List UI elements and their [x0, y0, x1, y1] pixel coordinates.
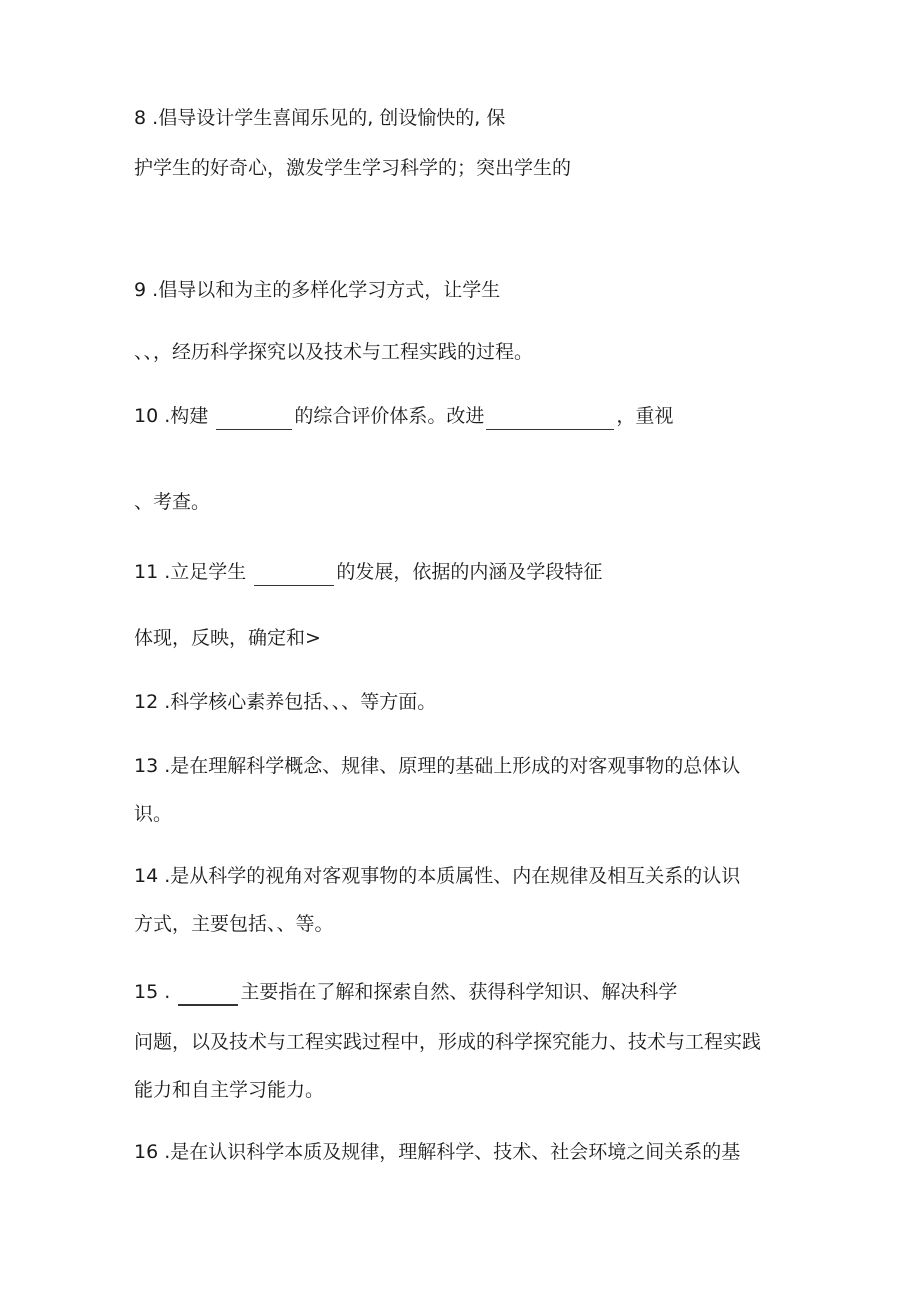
- item-11-line-1: 11 .立足学生 的发展，依据的内涵及学段特征: [134, 558, 602, 586]
- item-15-line-2: 问题，以及技术与工程实践过程中，形成的科学探究能力、技术与工程实践: [134, 1031, 762, 1053]
- item-9-line-2: 、、，经历科学探究以及技术与工程实践的过程。: [134, 341, 534, 363]
- item-number: 16: [134, 1141, 159, 1163]
- item-number: 12: [134, 691, 159, 713]
- item-14-line-1: 14 .是从科学的视角对客观事物的本质属性、内在规律及相互关系的认识: [134, 865, 741, 887]
- item-8-line-2: 护学生的好奇心，激发学生学习科学的；突出学生的: [134, 157, 572, 179]
- item-number: 15: [134, 981, 159, 1003]
- item-8-line-1: 8 .倡导设计学生喜闻乐见的, 创设愉快的, 保: [134, 107, 506, 129]
- item-15-line-3: 能力和自主学习能力。: [134, 1079, 325, 1101]
- item-15-line-1: 15 . 主要指在了解和探索自然、获得科学知识、解决科学: [134, 978, 677, 1006]
- item-13-line-2: 识。: [134, 803, 173, 825]
- item-13-line-1: 13 .是在理解科学概念、规律、原理的基础上形成的对客观事物的总体认: [134, 755, 741, 777]
- item-16-line-1: 16 .是在认识科学本质及规律，理解科学、技术、社会环境之间关系的基: [134, 1141, 741, 1163]
- item-10-line-1: 10 .构建 的综合评价体系。改进 ，重视: [134, 402, 673, 430]
- item-number: 10: [134, 405, 159, 427]
- fill-in-blank[interactable]: [216, 407, 292, 430]
- item-number: 9: [134, 279, 147, 301]
- item-12-line-1: 12 .科学核心素养包括、、、等方面。: [134, 691, 437, 713]
- item-14-line-2: 方式，主要包括、、等。: [134, 913, 334, 935]
- fill-in-blank[interactable]: [178, 982, 238, 1006]
- item-11-line-2: 体现，反映，确定和>: [134, 627, 321, 649]
- item-10-line-2: 、考查。: [134, 491, 211, 513]
- item-9-line-1: 9 .倡导以和为主的多样化学习方式，让学生: [134, 279, 501, 301]
- fill-in-blank[interactable]: [486, 407, 614, 430]
- item-number: 8: [134, 107, 147, 129]
- item-number: 14: [134, 865, 159, 887]
- fill-in-blank[interactable]: [254, 563, 334, 586]
- item-number: 11: [134, 561, 159, 583]
- item-number: 13: [134, 755, 159, 777]
